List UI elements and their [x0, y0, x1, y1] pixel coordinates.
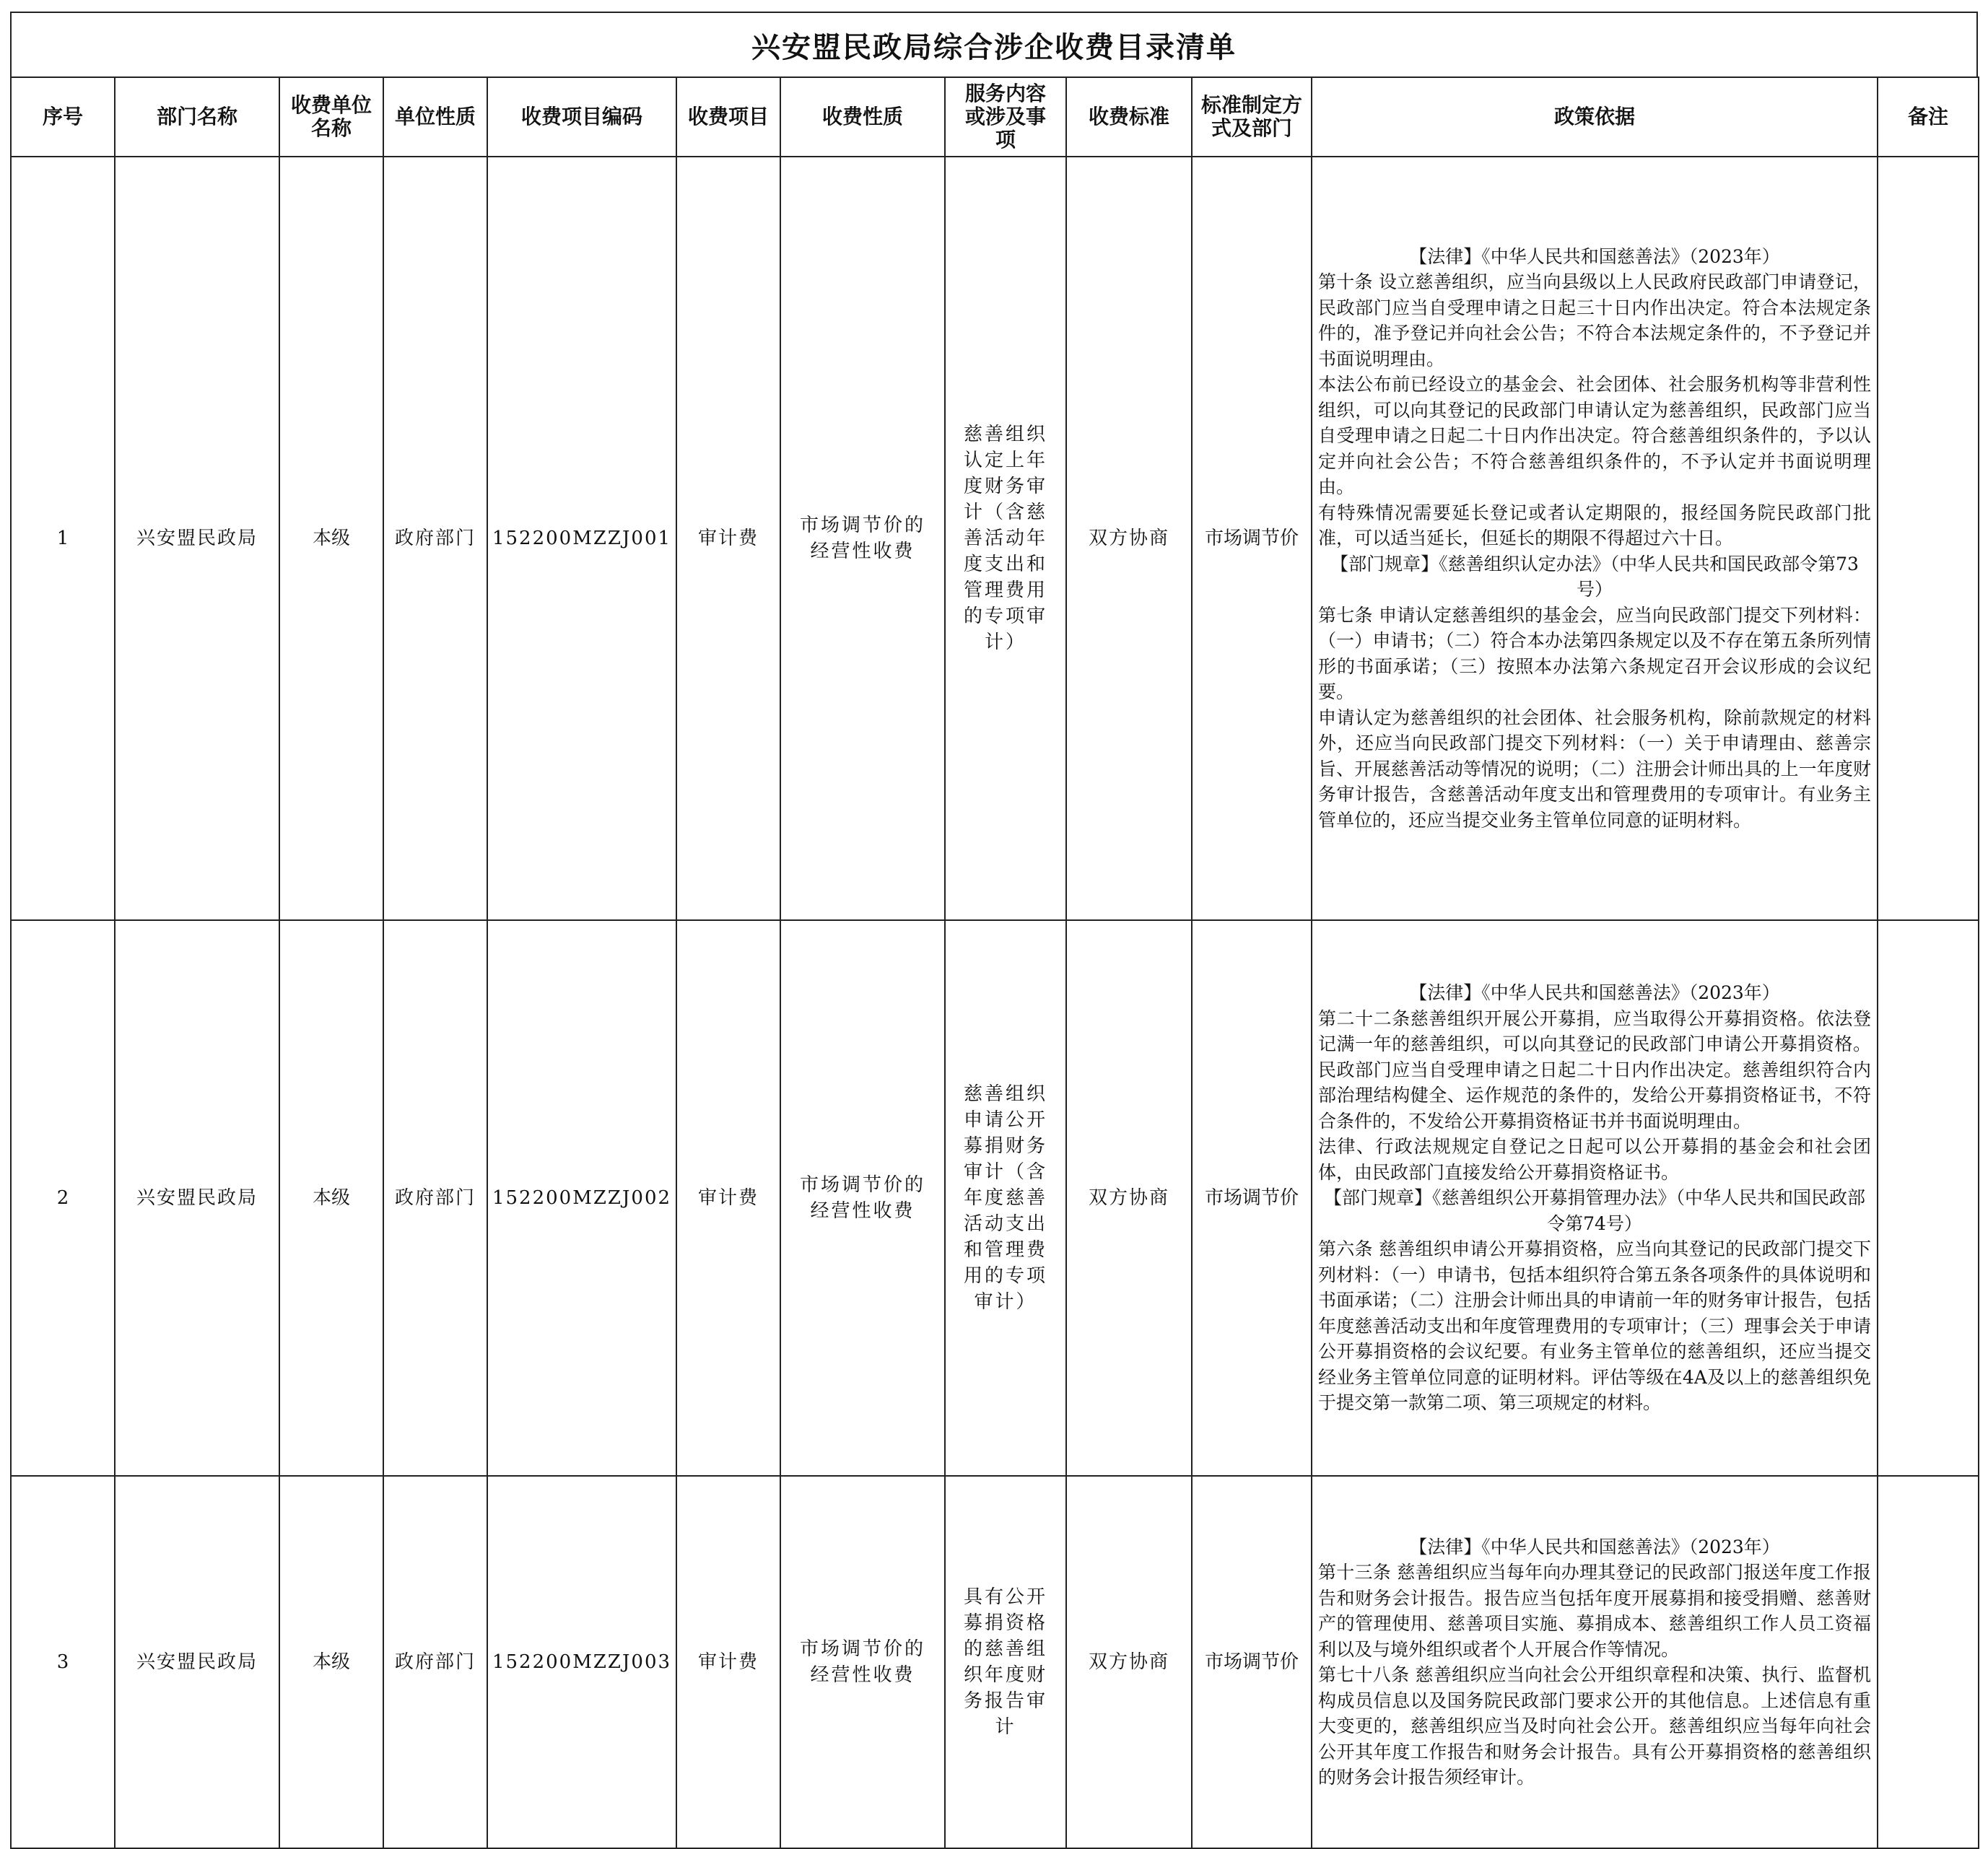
- cell-remark: [1878, 920, 1979, 1476]
- policy-paragraph: 第七十八条 慈善组织应当向社会公开组织章程和决策、执行、监督机构成员信息以及国务院民政部门要求公开的其他信息。上述信息有重大变更的，慈善组织应当及时向社会公开。慈善组织应当每年向社会公开其年度工作报告和财务会计报告。具有公开募捐资格的慈善组织的财务会计报告须经审计。: [1318, 1664, 1871, 1788]
- policy-law-title: 【法律】《中华人民共和国慈善法》（2023年）: [1409, 245, 1780, 267]
- header-unit-type: 单位性质: [383, 77, 487, 157]
- table-row: [11, 157, 1979, 920]
- cell-unit-type: 政府部门: [383, 1476, 487, 1848]
- policy-law-title: 【法律】《中华人民共和国慈善法》（2023年）: [1409, 982, 1780, 1004]
- policy-paragraph: 第二十二条慈善组织开展公开募捐，应当取得公开募捐资格。依法登记满一年的慈善组织，可以向其登记的民政部门申请公开募捐资格。民政部门应当自受理申请之日起二十日内作出决定。慈善组织符合内部治理结构健全、运作规范的条件的，发给公开募捐资格证书，不符合条件的，不发给公开募捐资格证书并书面说明理由。: [1318, 1007, 1871, 1132]
- policy-paragraph: 第六条 慈善组织申请公开募捐资格，应当向其登记的民政部门提交下列材料：（一）申请书，包括本组织符合第五条各项条件的具体说明和书面承诺；（二）注册会计师出具的申请前一年的财务审计报告，包括年度慈善活动支出和年度管理费用的专项审计；（三）理事会关于申请公开募捐资格的会议纪要。有业务主管单位的慈善组织，还应当提交经业务主管单位同意的证明材料。评估等级在4A及以上的慈善组织免于提交第一款第二项、第三项规定的材料。: [1318, 1238, 1871, 1414]
- cell-policy: [1312, 157, 1878, 920]
- cell-code: 152200MZZJ001: [487, 157, 676, 920]
- header-seq: 序号: [11, 77, 115, 157]
- header-dept: 部门名称: [115, 77, 279, 157]
- cell-seq: 1: [11, 157, 115, 920]
- fee-catalog-table: [10, 77, 1979, 1849]
- table-row: [11, 920, 1979, 1476]
- header-method: 标准制定方式及部门: [1192, 77, 1312, 157]
- cell-seq: 2: [11, 920, 115, 1476]
- cell-nature: 市场调节价的经营性收费: [780, 920, 945, 1476]
- header-code: 收费项目编码: [487, 77, 676, 157]
- cell-nature: 市场调节价的经营性收费: [780, 157, 945, 920]
- cell-dept: 兴安盟民政局: [115, 920, 279, 1476]
- cell-unit-type: 政府部门: [383, 920, 487, 1476]
- cell-remark: [1878, 1476, 1979, 1848]
- cell-item: 审计费: [676, 157, 780, 920]
- cell-unit-name: 本级: [279, 920, 383, 1476]
- policy-paragraph: 第十条 设立慈善组织，应当向县级以上人民政府民政部门申请登记，民政部门应当自受理申请之日起三十日内作出决定。符合本法规定条件的，准予登记并向社会公告；不符合本法规定条件的，不予登记并书面说明理由。: [1318, 271, 1871, 370]
- header-nature: 收费性质: [780, 77, 945, 157]
- cell-nature: 市场调节价的经营性收费: [780, 1476, 945, 1848]
- cell-code: 152200MZZJ003: [487, 1476, 676, 1848]
- header-row: [11, 77, 1979, 157]
- cell-item: 审计费: [676, 920, 780, 1476]
- header-remark: 备注: [1878, 77, 1979, 157]
- header-service: 服务内容或涉及事项: [945, 77, 1066, 157]
- table-row: [11, 1476, 1979, 1848]
- cell-standard: 双方协商: [1066, 1476, 1192, 1848]
- cell-dept: 兴安盟民政局: [115, 157, 279, 920]
- cell-unit-name: 本级: [279, 157, 383, 920]
- cell-service: 具有公开募捐资格的慈善组织年度财务报告审计: [945, 1476, 1066, 1848]
- cell-method: 市场调节价: [1192, 920, 1312, 1476]
- cell-unit-type: 政府部门: [383, 157, 487, 920]
- cell-code: 152200MZZJ002: [487, 920, 676, 1476]
- policy-rule-title: 【部门规章】《慈善组织公开募捐管理办法》（中华人民共和国民政部令第74号）: [1323, 1187, 1865, 1234]
- cell-method: 市场调节价: [1192, 1476, 1312, 1848]
- header-item: 收费项目: [676, 77, 780, 157]
- cell-standard: 双方协商: [1066, 920, 1192, 1476]
- cell-service: 慈善组织申请公开募捐财务审计（含年度慈善活动支出和管理费用的专项审计）: [945, 920, 1066, 1476]
- policy-paragraph: 第七条 申请认定慈善组织的基金会，应当向民政部门提交下列材料：（一）申请书；（二）符合本办法第四条规定以及不存在第五条所列情形的书面承诺；（三）按照本办法第六条规定召开会议形成的会议纪要。: [1318, 604, 1871, 703]
- cell-item: 审计费: [676, 1476, 780, 1848]
- header-unit-name: 收费单位名称: [279, 77, 383, 157]
- policy-paragraph: 有特殊情况需要延长登记或者认定期限的，报经国务院民政部门批准，可以适当延长，但延长的期限不得超过六十日。: [1318, 502, 1871, 549]
- policy-paragraph: 申请认定为慈善组织的社会团体、社会服务机构，除前款规定的材料外，还应当向民政部门提交下列材料：（一）关于申请理由、慈善宗旨、开展慈善活动等情况的说明；（二）注册会计师出具的上一年度财务审计报告，含慈善活动年度支出和管理费用的专项审计。有业务主管单位的，还应当提交业务主管单位同意的证明材料。: [1318, 707, 1871, 831]
- policy-rule-title: 【部门规章】《慈善组织认定办法》（中华人民共和国民政部令第73号）: [1330, 553, 1859, 600]
- cell-dept: 兴安盟民政局: [115, 1476, 279, 1848]
- cell-policy: [1312, 1476, 1878, 1848]
- cell-remark: [1878, 157, 1979, 920]
- cell-method: 市场调节价: [1192, 157, 1312, 920]
- cell-policy: [1312, 920, 1878, 1476]
- policy-paragraph: 本法公布前已经设立的基金会、社会团体、社会服务机构等非营利性组织，可以向其登记的民政部门申请认定为慈善组织，民政部门应当自受理申请之日起二十日内作出决定。符合慈善组织条件的，予以认定并向社会公告；不符合慈善组织条件的，不予认定并书面说明理由。: [1318, 374, 1871, 498]
- cell-standard: 双方协商: [1066, 157, 1192, 920]
- cell-unit-name: 本级: [279, 1476, 383, 1848]
- policy-paragraph: 第十三条 慈善组织应当每年向办理其登记的民政部门报送年度工作报告和财务会计报告。报告应当包括年度开展募捐和接受捐赠、慈善财产的管理使用、慈善项目实施、募捐成本、慈善组织工作人员工资福利以及与境外组织或者个人开展合作等情况。: [1318, 1562, 1871, 1660]
- header-standard: 收费标准: [1066, 77, 1192, 157]
- policy-law-title: 【法律】《中华人民共和国慈善法》（2023年）: [1409, 1536, 1780, 1557]
- cell-service: 慈善组织认定上年度财务审计（含慈善活动年度支出和管理费用的专项审计）: [945, 157, 1066, 920]
- page-title: 兴安盟民政局综合涉企收费目录清单: [10, 12, 1978, 77]
- fee-catalog-sheet: [10, 12, 1978, 1849]
- policy-paragraph: 法律、行政法规规定自登记之日起可以公开募捐的基金会和社会团体，由民政部门直接发给公开募捐资格证书。: [1318, 1136, 1871, 1183]
- cell-seq: 3: [11, 1476, 115, 1848]
- header-policy: 政策依据: [1312, 77, 1878, 157]
